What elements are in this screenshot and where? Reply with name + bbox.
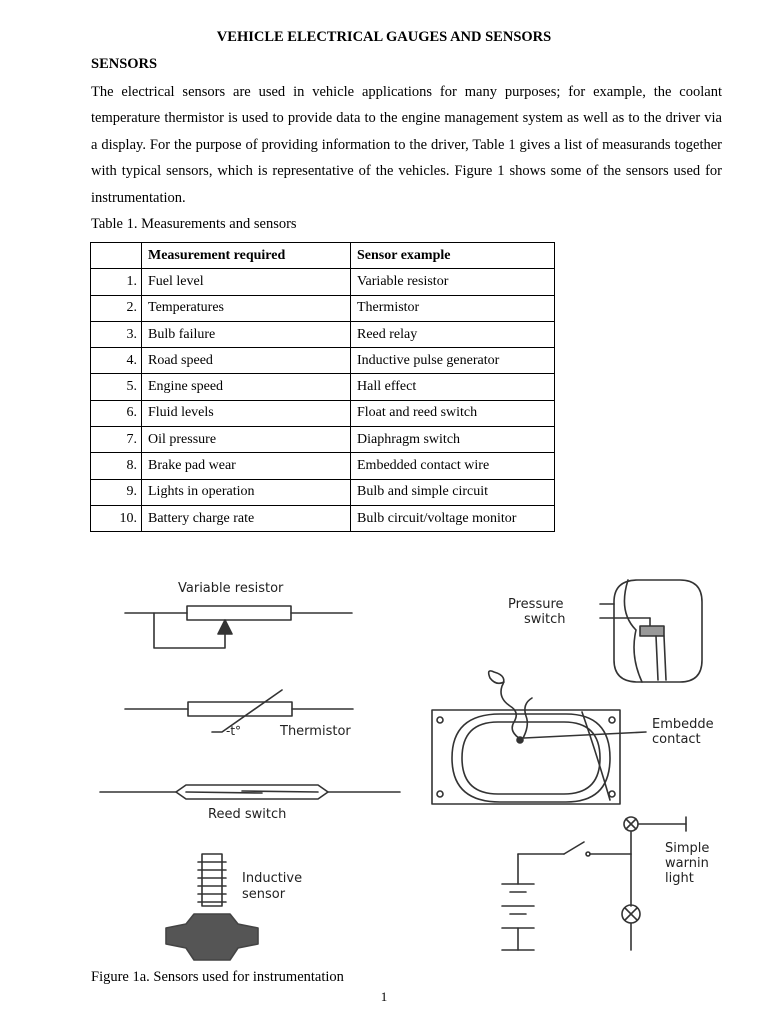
row-measurement: Bulb failure — [142, 321, 351, 347]
row-number: 2. — [91, 295, 142, 321]
table-row — [91, 400, 555, 426]
row-sensor: Hall effect — [351, 374, 555, 400]
document-title: VEHICLE ELECTRICAL GAUGES AND SENSORS — [216, 29, 552, 45]
label-pressure-line2: switch — [524, 612, 566, 627]
row-measurement: Oil pressure — [142, 427, 351, 453]
table-row — [91, 321, 555, 347]
row-sensor: Inductive pulse generator — [351, 348, 555, 374]
label-thermistor-symbol: -t° — [226, 724, 242, 738]
row-number: 8. — [91, 453, 142, 479]
row-measurement: Lights in operation — [142, 479, 351, 505]
row-sensor: Bulb and simple circuit — [351, 479, 555, 505]
table-row — [91, 374, 555, 400]
sensors-figure — [90, 572, 717, 962]
label-inductive-line1: Inductive — [242, 871, 303, 886]
label-pressure-line1: Pressure — [508, 597, 564, 612]
table-row — [91, 479, 555, 505]
row-measurement: Temperatures — [142, 295, 351, 321]
variable-resistor-symbol — [125, 606, 352, 648]
row-sensor: Diaphragm switch — [351, 427, 555, 453]
label-inductive-line2: sensor — [242, 887, 286, 902]
header-measurement: Measurement required — [142, 243, 351, 269]
inductive-sensor-drawing — [166, 854, 258, 960]
row-measurement: Engine speed — [142, 374, 351, 400]
row-number: 1. — [91, 269, 142, 295]
row-number: 10. — [91, 505, 142, 531]
pressure-switch-drawing — [600, 580, 702, 682]
warning-light-circuit-drawing — [502, 817, 686, 950]
row-measurement: Brake pad wear — [142, 453, 351, 479]
row-sensor: Thermistor — [351, 295, 555, 321]
row-measurement: Fluid levels — [142, 400, 351, 426]
label-variable-resistor: Variable resistor — [178, 581, 284, 596]
brake-pad-embedded-contact-drawing — [432, 671, 646, 804]
row-sensor: Variable resistor — [351, 269, 555, 295]
label-simple-line1: Simple — [665, 841, 710, 856]
row-number: 6. — [91, 400, 142, 426]
table-row — [91, 427, 555, 453]
label-simple-line2: warnin — [665, 856, 709, 871]
table-header-row — [91, 243, 555, 269]
table-row — [91, 505, 555, 531]
label-reed-switch: Reed switch — [208, 807, 287, 822]
page-number: 1 — [380, 989, 388, 1004]
row-number: 7. — [91, 427, 142, 453]
table-row — [91, 453, 555, 479]
sensors-figure-drawing — [90, 572, 717, 962]
row-measurement: Road speed — [142, 348, 351, 374]
intro-paragraph: The electrical sensors are used in vehicle applications for many purposes; for example, the coolant temperature thermistor is used to provide data to the engine management system as well as to the driver via a display. For the purpose of providing information to the driver, Table 1 gives a list of measurands together with typical sensors, which is representative of the vehicles. Figure 1 shows some of the sensors used for instrumentation. — [91, 84, 722, 206]
header-sensor: Sensor example — [351, 243, 555, 269]
row-sensor: Reed relay — [351, 321, 555, 347]
measurements-table — [90, 242, 555, 532]
row-sensor: Float and reed switch — [351, 400, 555, 426]
label-thermistor: Thermistor — [280, 724, 351, 739]
row-number: 4. — [91, 348, 142, 374]
reed-switch-symbol — [100, 785, 400, 799]
row-number: 3. — [91, 321, 142, 347]
row-measurement: Battery charge rate — [142, 505, 351, 531]
table-caption: Table 1. Measurements and sensors — [91, 216, 297, 232]
table-row — [91, 348, 555, 374]
label-embedded-line2: contact — [652, 732, 701, 747]
section-heading: SENSORS — [91, 56, 158, 72]
row-sensor: Embedded contact wire — [351, 453, 555, 479]
figure-caption: Figure 1a. Sensors used for instrumentation — [91, 969, 344, 985]
row-sensor: Bulb circuit/voltage monitor — [351, 505, 555, 531]
table-row — [91, 269, 555, 295]
row-number: 9. — [91, 479, 142, 505]
label-embedded-line1: Embedde — [652, 717, 714, 732]
row-number: 5. — [91, 374, 142, 400]
label-simple-line3: light — [665, 871, 694, 886]
table-row — [91, 295, 555, 321]
row-measurement: Fuel level — [142, 269, 351, 295]
header-number — [91, 243, 142, 269]
